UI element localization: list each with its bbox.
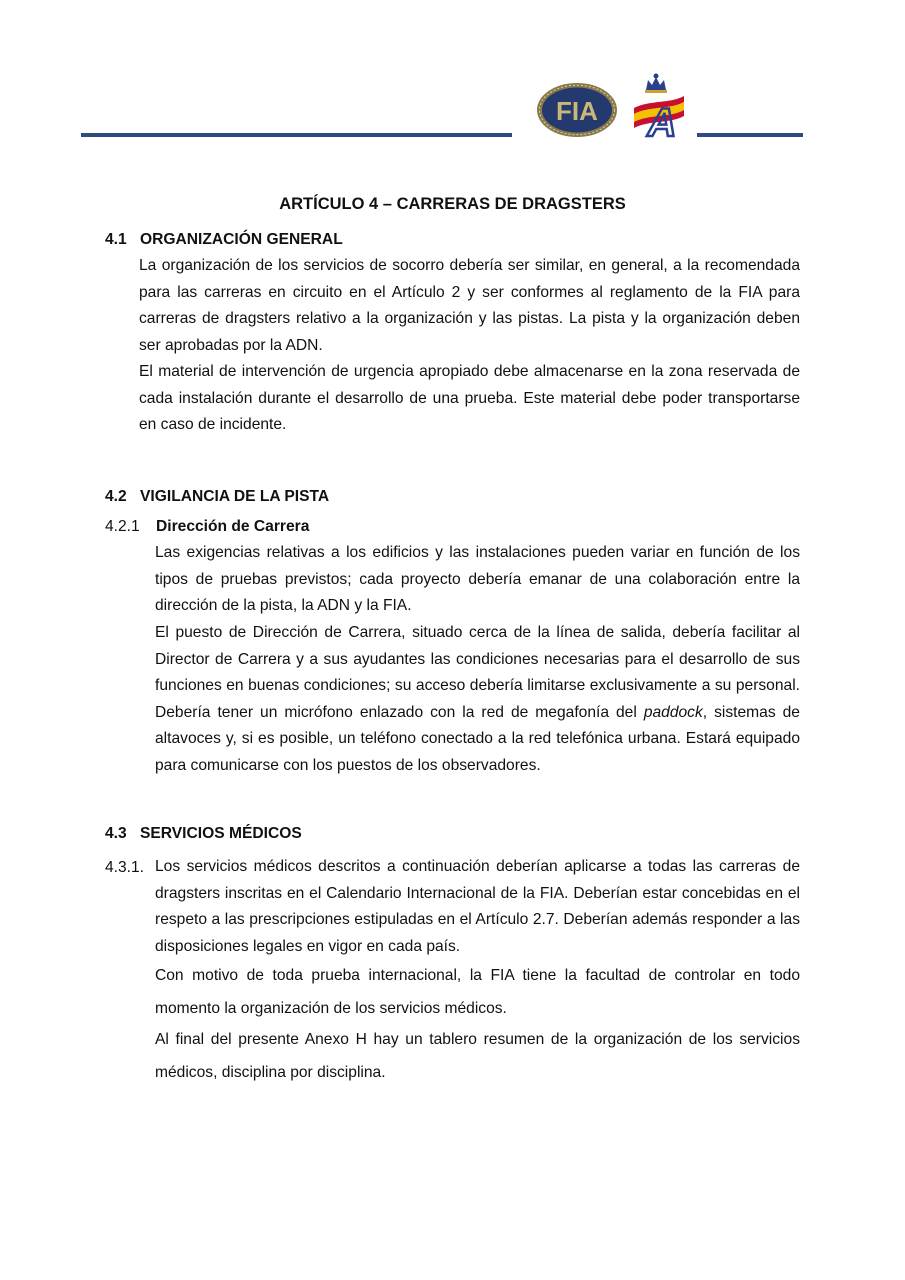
paragraph-text: El puesto de Dirección de Carrera, situado cerca de la línea de salida, debería facilitar al Director de Carrera y a sus ayudantes las condiciones necesarias para el desarrollo de sus funciones en buenas condiciones; su acceso debería limitarse exclusivamente a su personal. Debería tener un micrófono enlazado con la red de megafonía del — [155, 624, 800, 721]
subsection-4-3-1-paragraph-2: Con motivo de toda prueba internacional, la FIA tiene la facultad de controlar en todo momento la organización de los servicios médicos. — [155, 967, 800, 1017]
paragraph-text: , sistemas de altavoces y, si es posible, un teléfono conectado a la red telefónica urbana. Estará equipado para comunicarse con los puestos de los observadores. — [155, 703, 800, 774]
section-title: SERVICIOS MÉDICOS — [140, 825, 302, 842]
section-4-1-heading — [105, 231, 343, 249]
subsection-4-2-1-heading — [105, 518, 309, 536]
rfeda-logo-icon — [624, 70, 688, 140]
rfeda-logo-text: A — [647, 101, 677, 140]
header-rule-right — [697, 133, 803, 137]
subsection-4-3-1-paragraph-1: Los servicios médicos descritos a continuación deberían aplicarse a todas las carreras de dragsters inscritas en el Calendario Internacional de la FIA. Deberían estar concebidas en el respeto a las prescripciones estipuladas en el Artículo 2.7. Deberían además responder a las disposiciones legales en vigor en cada país. — [155, 858, 800, 955]
article-title: ARTÍCULO 4 – CARRERAS DE DRAGSTERS — [279, 195, 626, 213]
paddock-term: paddock — [643, 703, 703, 721]
section-number: 4.1 — [105, 231, 127, 248]
section-4-2-heading — [105, 488, 329, 506]
section-4-1-paragraph-2: El material de intervención de urgencia apropiado debe almacenarse en la zona reservada de cada instalación durante el desarrollo de una prueba. Este material debe poder transportarse en caso de incidente. — [139, 363, 800, 434]
subsection-4-3-1-paragraph-3: Al final del presente Anexo H hay un tablero resumen de la organización de los servicios médicos, disciplina por disciplina. — [155, 1031, 800, 1081]
subsection-title: Dirección de Carrera — [156, 518, 310, 535]
section-number: 4.2 — [105, 488, 127, 505]
section-4-1-paragraph-1: La organización de los servicios de socorro debería ser similar, en general, a la recomendada para las carreras en circuito en el Artículo 2 y ser conformes al reglamento de la FIA para carreras de dragsters relativo a la organización y las pistas. La pista y la organización deben ser aprobadas por la ADN. — [139, 257, 800, 354]
header-rule-left — [81, 133, 512, 137]
subsection-4-3-1-number: 4.3.1. — [105, 859, 145, 876]
subsection-4-2-1-paragraph-1: Las exigencias relativas a los edificios y las instalaciones pueden variar en función de los tipos de pruebas previstos; cada proyecto debería emanar de una colaboración entre la dirección de la pista, la ADN y la FIA. — [155, 544, 800, 615]
section-number: 4.3 — [105, 825, 127, 842]
fia-logo-text: FIA — [556, 96, 598, 126]
section-4-3-heading — [105, 825, 302, 843]
subsection-number: 4.2.1 — [105, 518, 140, 535]
section-title: ORGANIZACIÓN GENERAL — [140, 231, 343, 248]
section-title: VIGILANCIA DE LA PISTA — [140, 488, 330, 505]
subsection-4-2-1-paragraph-2 — [155, 620, 800, 780]
fia-logo-icon — [536, 82, 618, 138]
